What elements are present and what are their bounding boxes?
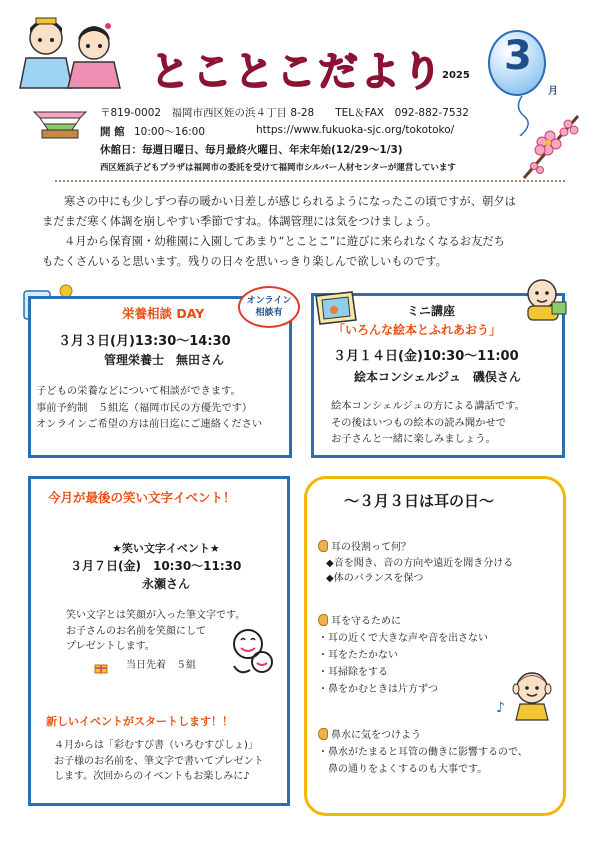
- intro-line: まだまだ寒く体調を崩しやすい季節ですね。体調管理には気をつけましょう。: [42, 215, 438, 228]
- nutrition-line: オンラインご希望の方は前日迄にご連絡ください: [36, 418, 263, 430]
- hours-label: 開 館: [100, 126, 125, 138]
- intro-line: もたくさんいると思います。残りの日々を思いっきり楽しんで欲しいものです。: [42, 255, 447, 268]
- intro-line: ４月から保育園・幼稚園に入園してあまり“とことこ”に遊びに来られなくなるお友だち: [64, 235, 505, 248]
- warai-line: 笑い文字とは笑顔が入った筆文字です。: [66, 610, 246, 621]
- smiling-face-icon: [226, 622, 278, 678]
- ear-item: ◆体のバランスを保つ: [326, 573, 424, 584]
- ear-item: ・耳をたたかない: [318, 649, 398, 661]
- music-note-icon: ♪: [496, 700, 505, 716]
- intro-paragraph: [42, 192, 516, 272]
- closed-days: 休館日：毎週日曜日、毎月最終火曜日、年末年始(12/29～1/3): [100, 144, 403, 156]
- minikoza-person: 絵本コンシェルジュ 磯俣さん: [354, 370, 521, 384]
- website-link[interactable]: https://www.fukuoka-sjc.org/tokotoko/: [256, 124, 455, 136]
- ear-section: [318, 614, 488, 698]
- address-line: 〒819-0002 福岡市西区姪の浜４丁目 8-28 TEL＆FAX 092-882-7532: [100, 107, 469, 119]
- new-event-headline: 新しいイベントがスタートします！！: [46, 715, 233, 728]
- nutrition-title: 栄養相談 DAY: [122, 306, 205, 321]
- ear-item: ・耳の近くで大きな声や音を出さない: [318, 632, 488, 644]
- minikoza-line: 絵本コンシェルジュの方による講話です。: [331, 400, 525, 412]
- operator-note: 西区姪浜子どもプラザは福岡市の委託を受けて福岡市シルバー人材センターが運営しています: [100, 163, 456, 173]
- online-badge: [238, 286, 300, 328]
- minikoza-datetime: ３月１４日(金)10:30～11:00: [333, 349, 519, 364]
- ear-heading-text: 耳の役割って何？: [331, 542, 411, 553]
- ear-item: ・鼻水がたまると耳管の働きに影響するので、: [318, 746, 528, 758]
- new-event-details: [54, 738, 264, 785]
- nutrition-line: 子どもの栄養などについて相談ができます。: [36, 385, 241, 397]
- ear-heading-text: 鼻水に気をつけよう: [331, 730, 421, 741]
- ear-section: [318, 540, 513, 587]
- ear-item: ・鼻をかむときは片方ずつ: [318, 683, 438, 695]
- online-badge-line: オンライン: [246, 296, 292, 306]
- ear-icon: [318, 540, 328, 552]
- new-event-line: お子様のお名前を、筆文字で書いてプレゼント: [54, 755, 264, 767]
- divider: [55, 180, 565, 182]
- child-icon: [506, 666, 562, 722]
- warai-capacity: 当日先着 ５組: [126, 660, 196, 671]
- baby-icon: [518, 276, 570, 322]
- intro-line: 寒さの中にも少しずつ春の暖かい日差しが感じられるようになったこの頃ですが、朝夕は: [64, 195, 516, 208]
- online-badge-line: 相談有: [255, 308, 283, 318]
- ear-icon: [318, 728, 328, 740]
- ear-item: 鼻の通りをよくするのも大事です。: [318, 763, 488, 775]
- plum-blossom-icon: [520, 108, 582, 180]
- ear-section-heading: [318, 728, 528, 744]
- ear-section: [318, 728, 528, 778]
- hishimochi-icon: [30, 104, 90, 140]
- new-event-line: ４月からは「彩むすび書（いろむすびしょ)」: [54, 740, 258, 751]
- ear-icon: [318, 614, 328, 626]
- warai-event-name: ★笑い文字イベント★: [112, 542, 220, 555]
- ear-section-heading: [318, 540, 513, 556]
- ear-day-title: ～３月３日は耳の日～: [344, 492, 495, 510]
- nutrition-datetime: ３月３日(月)13:30～14:30: [58, 334, 231, 349]
- nutrition-person: 管理栄養士 無田さん: [104, 353, 225, 367]
- warai-line: プレゼントします。: [66, 641, 155, 652]
- year-label: 2025: [442, 70, 470, 81]
- warai-datetime: ３月７日(金) 10:30～11:30: [70, 559, 242, 573]
- minikoza-details: [331, 398, 525, 448]
- minikoza-line: お子さんと一緒に楽しみましょう。: [331, 433, 496, 445]
- warai-details: [66, 608, 245, 655]
- ear-section-heading: [318, 614, 488, 630]
- ear-heading-text: 耳を守るために: [331, 616, 401, 627]
- warai-line: お子さんのお名前を笑顔にして: [66, 625, 206, 637]
- new-event-line: します。次回からのイベントもお楽しみに♪: [54, 771, 250, 782]
- ear-item: ・耳掃除をする: [318, 666, 388, 678]
- warai-headline: 今月が最後の笑い文字イベント！: [48, 490, 236, 505]
- month-unit: 月: [548, 86, 558, 97]
- ear-item: ◆音を聞き、音の方向や遠近を聞き分ける: [326, 557, 514, 569]
- hours-value: 10:00～16:00: [134, 126, 206, 138]
- hina-dolls-icon: [12, 10, 124, 90]
- warai-person: 永瀬さん: [142, 577, 191, 591]
- nutrition-line: 事前予約制 ５組迄（福岡市民の方優先です）: [36, 401, 253, 414]
- minikoza-line: その後はいつもの絵本の読み聞かせで: [331, 416, 507, 429]
- newsletter-title: とことこだより: [150, 49, 444, 95]
- minikoza-subtitle: 「いろんな絵本とふれあおう」: [333, 323, 502, 337]
- nutrition-details: [36, 383, 262, 433]
- gift-icon: [94, 659, 108, 671]
- minikoza-title: ミニ講座: [407, 304, 456, 318]
- month-number: 3: [504, 33, 532, 79]
